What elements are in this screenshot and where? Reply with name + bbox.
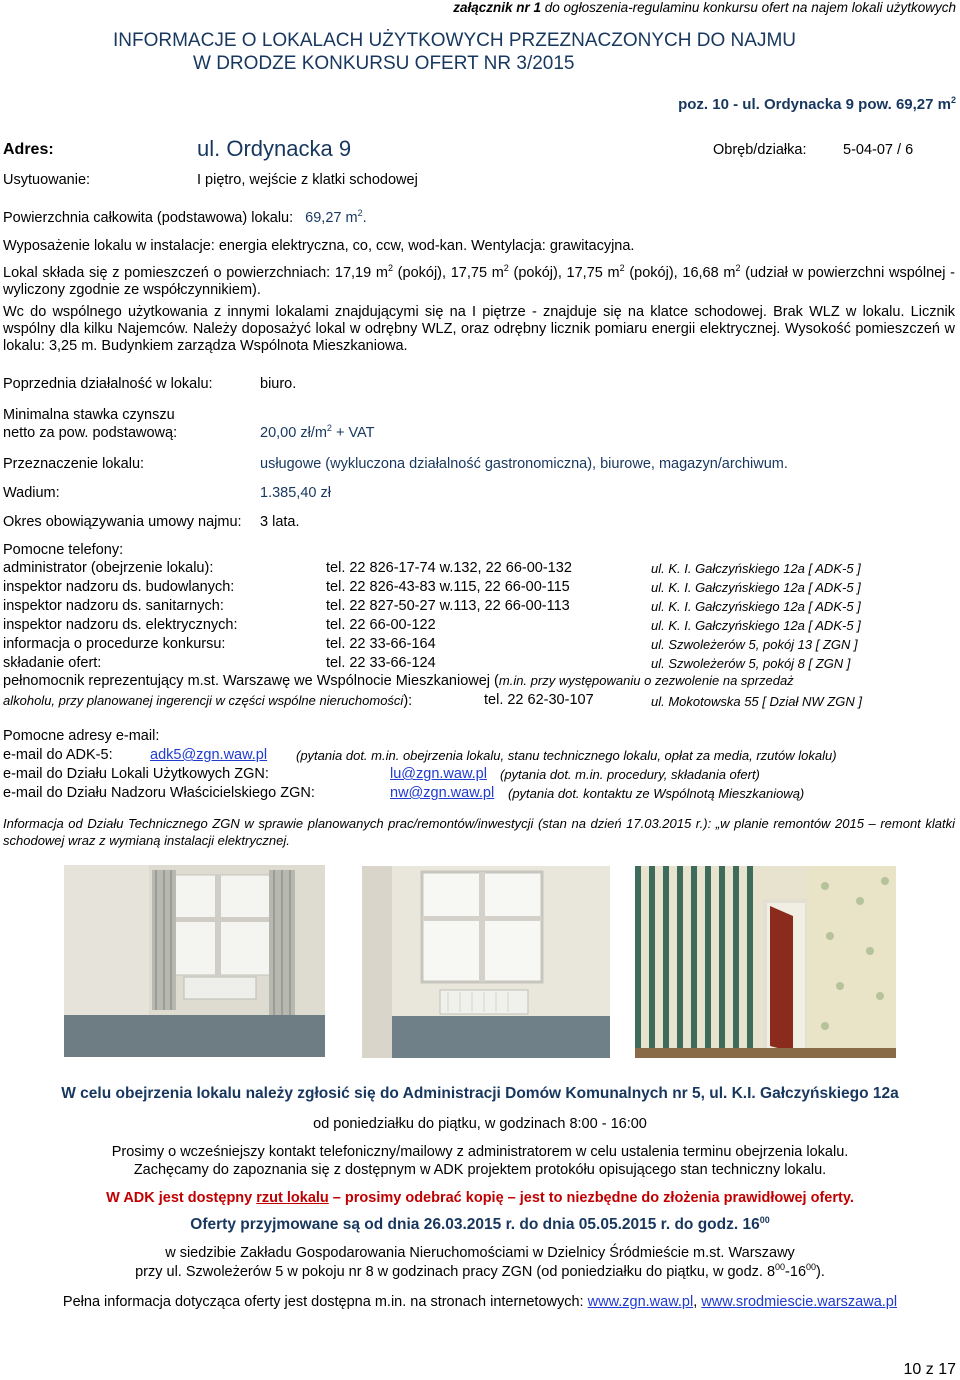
emails-heading: Pomocne adresy e-mail:: [3, 728, 160, 744]
phone-address: ul. K. I. Gałczyńskiego 12a [ ADK-5 ]: [651, 561, 861, 576]
term-label: Okres obowiązywania umowy najmu:: [3, 514, 242, 530]
email-link-lu[interactable]: lu@zgn.waw.pl: [390, 766, 487, 782]
plot-label: Obręb/działka:: [713, 142, 807, 158]
photo-image: [635, 866, 896, 1058]
proxy-address: ul. Mokotowska 55 [ Dział NW ZGN ]: [651, 694, 862, 709]
term-value: 3 lata.: [260, 514, 300, 530]
rooms-text: Lokal składa się z pomieszczeń o powierzchniach: 17,19 $m^2$ (pokój), 17,75 $m^2$ (pokój), 17,75 $m^2$ (pokój), 16,68 $m^2$ (udział w powierzchni wspólnej - wyliczony zgodnie ze współczynnikiem).: [3, 263, 955, 298]
rent-label-2: netto za pow. podstawową:: [3, 425, 178, 441]
visit-heading: W celu obejrzenia lokalu należy zgłosić się do Administracji Domów Komunalnych nr 5, ul. K.I. Gałczyńskiego 12a: [61, 1085, 899, 1102]
phones-heading: Pomocne telefony:: [3, 542, 124, 558]
phone-address: ul. Szwoleżerów 5, pokój 8 [ ZGN ]: [651, 656, 851, 671]
contact-line-1: Prosimy o wcześniejszy kontakt telefoniczny/mailowy z administratorem w celu ustalenia terminu obejrzenia lokalu.: [111, 1144, 849, 1160]
phone-number: tel. 22 827-50-27 w.113, 22 66-00-113: [326, 598, 570, 614]
phone-role: składanie ofert:: [3, 655, 102, 671]
phone-number: tel. 22 66-00-122: [326, 617, 436, 633]
room-photo-window-radiator: [362, 866, 610, 1058]
equipment-text: Wyposażenie lokalu w instalacje: energia elektryczna, co, ccw, wod-kan. Wentylacja: grawitacyjna.: [3, 238, 635, 254]
rent-value: 20,00 $zł/m^2$ + VAT: [260, 423, 375, 441]
phone-role: inspektor nadzoru ds. elektrycznych:: [3, 617, 238, 633]
phone-role: inspektor nadzoru ds. sanitarnych:: [3, 598, 224, 614]
attachment-note: załącznik nr 1 do ogłoszenia-regulaminu konkursu ofert na najem lokali użytkowych: [453, 0, 956, 15]
prev-activity-label: Poprzednia działalność w lokalu:: [3, 376, 213, 392]
email-note: (pytania dot. m.in. obejrzenia lokalu, stanu technicznego lokalu, opłat za media, rzutów lokalu): [296, 748, 837, 763]
phone-address: ul. K. I. Gałczyńskiego 12a [ ADK-5 ]: [651, 580, 861, 595]
title-line-1: INFORMACJE O LOKALACH UŻYTKOWYCH PRZEZNACZONYCH DO NAJMU: [113, 30, 796, 51]
phone-role: informacja o procedurze konkursu:: [3, 636, 226, 652]
email-note: (pytania dot. kontaktu ze Wspólnotą Mieszkaniową): [508, 786, 805, 801]
wc-text: Wc do wspólnego użytkowania z innymi lokalami znajdującymi się na I piętrze - znajduje się na klatce schodowej. Brak WLZ w lokalu. Licznik wspólny dla kilku Najemców. Należy doposażyć lokal w odrębny WLZ, oraz odrębny licznik pomiaru energii elektrycznej. Wysokość pomieszczeń w lokalu: 3,25 m. Budynkiem zarządza Wspólnota Mieszkaniowa.: [3, 304, 955, 354]
phone-address: ul. K. I. Gałczyńskiego 12a [ ADK-5 ]: [651, 599, 861, 614]
floor-plan-notice: W ADK jest dostępny rzut lokalu – prosimy odebrać kopię – jest to niezbędne do złożenia prawidłowej oferty.: [106, 1190, 854, 1206]
rent-label-1: Minimalna stawka czynszu: [3, 407, 175, 423]
deposit-value: 1.385,40 zł: [260, 485, 331, 501]
page-number: 10 z 17: [903, 1361, 956, 1378]
phone-number: tel. 22 826-43-83 w.115, 22 66-00-115: [326, 579, 570, 595]
prev-activity-value: biuro.: [260, 376, 297, 392]
address-value: ul. Ordynacka 9: [197, 136, 352, 161]
email-note: (pytania dot. m.in. procedury, składania ofert): [500, 767, 760, 782]
email-label: e-mail do Działu Nadzoru Właścicielskiego ZGN:: [3, 785, 315, 801]
url-zgn-link[interactable]: www.zgn.waw.pl: [587, 1294, 694, 1310]
purpose-label: Przeznaczenie lokalu:: [3, 456, 145, 472]
area-value: 69,27 $m^2$.: [305, 208, 367, 226]
proxy-line-2: alkoholu, przy planowanej ingerencji w części wspólne nieruchomości):: [3, 693, 413, 709]
plot-value: 5-04-07 / 6: [843, 142, 914, 158]
deposit-label: Wadium:: [3, 485, 60, 501]
phone-number: tel. 22 826-17-74 w.132, 22 66-00-132: [326, 560, 572, 576]
tech-info: Informacja od Działu Technicznego ZGN w sprawie planowanych prac/remontów/inwestycji (stan na dzień 17.03.2015 r.): „w planie remontów 2015 – remont klatki schodowej wraz z wymianą instalacji elektrycznej.: [3, 816, 955, 848]
email-label: e-mail do ADK-5:: [3, 747, 113, 763]
seat-line-1: w siedzibie Zakładu Gospodarowania Nieruchomościami w Dzielnicy Śródmieście m.st. Warszawy: [165, 1245, 795, 1261]
visit-hours: od poniedziałku do piątku, w godzinach 8:00 - 16:00: [313, 1116, 647, 1132]
email-label: e-mail do Działu Lokali Użytkowych ZGN:: [3, 766, 269, 782]
title-line-2: W DRODZE KONKURSU OFERT NR 3/2015: [193, 53, 575, 74]
location-value: I piętro, wejście z klatki schodowej: [197, 172, 418, 188]
email-link-nw[interactable]: nw@zgn.waw.pl: [390, 785, 495, 801]
photo-image: [362, 866, 610, 1058]
url-srodmiescie-link[interactable]: www.srodmiescie.warszawa.pl: [701, 1294, 898, 1310]
position-info: poz. 10 - ul. Ordynacka 9 pow. 69,27 $m^2$: [678, 95, 956, 113]
phone-address: ul. Szwoleżerów 5, pokój 13 [ ZGN ]: [651, 637, 858, 652]
phone-number: tel. 22 33-66-164: [326, 636, 436, 652]
proxy-phone: tel. 22 62-30-107: [484, 692, 594, 708]
floor-plan-term: rzut lokalu: [256, 1190, 329, 1206]
phone-role: administrator (obejrzenie lokalu):: [3, 560, 214, 576]
room-photo-door-floral-wallpaper: [635, 866, 896, 1058]
room-photo-window-curtains: [64, 865, 325, 1057]
photo-image: [64, 865, 325, 1057]
contact-line-2: Zachęcamy do zapoznania się z dostępnym w ADK projektem protokółu opisującego stan techniczny lokalu.: [133, 1162, 827, 1178]
proxy-line-1: pełnomocnik reprezentujący m.st. Warszawę we Wspólnocie Mieszkaniowej (m.in. przy występowaniu o zezwolenie na sprzedaż: [3, 673, 794, 689]
seat-line-2: przy ul. Szwoleżerów 5 w pokoju nr 8 w godzinach pracy ZGN (od poniedziałku do piątku, w godz. $8^{00}-16^{00}$).: [135, 1262, 825, 1280]
purpose-value: usługowe (wykluczona działalność gastronomiczna), biurowe, magazyn/archiwum.: [260, 456, 788, 472]
email-link-adk5[interactable]: adk5@zgn.waw.pl: [150, 747, 268, 763]
address-label: Adres:: [3, 141, 54, 158]
phone-role: inspektor nadzoru ds. budowlanych:: [3, 579, 235, 595]
phone-number: tel. 22 33-66-124: [326, 655, 436, 671]
location-label: Usytuowanie:: [3, 172, 91, 188]
full-info-line: Pełna informacja dotycząca oferty jest dostępna m.in. na stronach internetowych: www.zgn.waw.pl, www.srodmiescie.warszawa.pl: [62, 1294, 898, 1310]
phone-address: ul. K. I. Gałczyńskiego 12a [ ADK-5 ]: [651, 618, 861, 633]
area-line: Powierzchnia całkowita (podstawowa) lokalu: 69,27 $m^2$.: [3, 208, 367, 226]
offers-deadline: Oferty przyjmowane są od dnia 26.03.2015 r. do dnia 05.05.2015 r. do godz. $16^{00}$: [190, 1215, 770, 1233]
